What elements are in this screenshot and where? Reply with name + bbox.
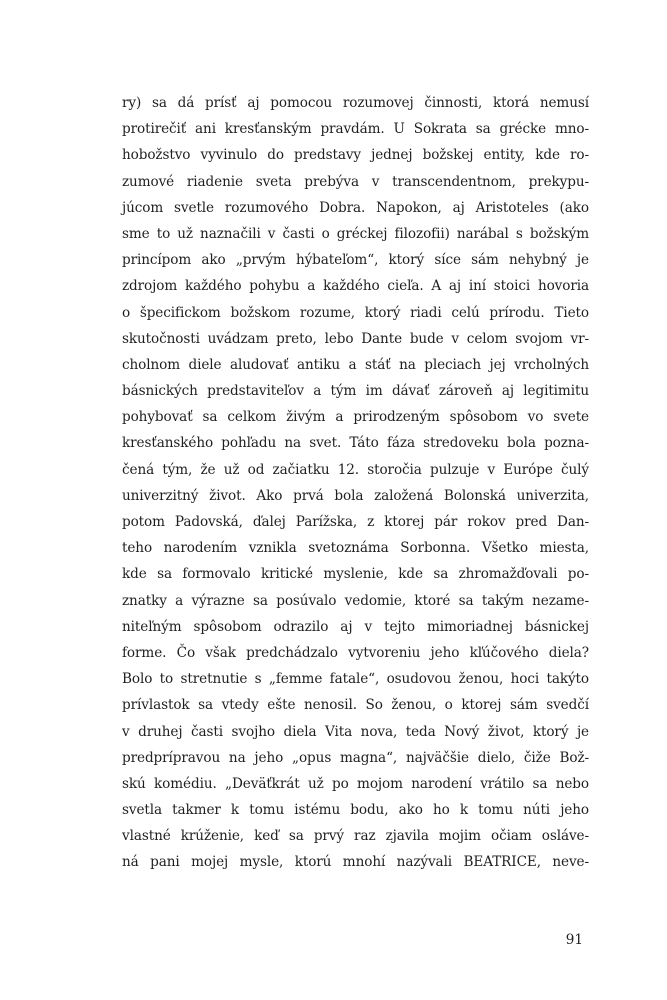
text-line: niteľným spôsobom odrazilo aj v tejto mimoriadnej básnickej	[122, 618, 589, 635]
body-text	[122, 90, 589, 876]
text-line: protirečiť ani kresťanským pravdám. U Sokrata sa grécke mno-	[122, 121, 589, 138]
text-line: predprípravou na jeho „opus magna“, najväčšie dielo, čiže Bož-	[122, 749, 589, 766]
text-line: svetla takmer k tomu istému bodu, ako ho k tomu núti jeho	[122, 802, 589, 819]
text-line: princípom ako „prvým hýbateľom“, ktorý síce sám nehybný je	[122, 252, 589, 269]
text-line: čená tým, že už od začiatku 12. storočia pulzuje v Európe čulý	[122, 461, 589, 478]
text-line: zdrojom každého pohybu a každého cieľa. A aj iní stoici hovoria	[122, 278, 589, 295]
text-line: znatky a výrazne sa posúvalo vedomie, ktoré sa takým nezame-	[122, 592, 589, 609]
text-line: v druhej časti svojho diela Vita nova, teda Nový život, ktorý je	[122, 723, 589, 740]
text-line: cholnom diele aludovať antiku a stáť na pleciach jej vrcholných	[122, 356, 589, 373]
text-line: prívlastok sa vtedy ešte nenosil. So ženou, o ktorej sám svedčí	[122, 697, 589, 714]
text-line: Bolo to stretnutie s „femme fatale“, osudovou ženou, hoci takýto	[122, 671, 589, 688]
text-line: forme. Čo však predchádzalo vytvoreniu jeho kľúčového diela?	[122, 644, 589, 661]
text-line: hobožstvo vyvinulo do predstavy jednej božskej entity, kde ro-	[122, 147, 589, 164]
text-line: kde sa formovalo kritické myslenie, kde sa zhromažďovali po-	[122, 566, 589, 583]
text-line: sme to už naznačili v časti o gréckej filozofii) narábal s božským	[122, 225, 589, 242]
text-line: potom Padovská, ďalej Parížska, z ktorej pár rokov pred Dan-	[122, 514, 589, 530]
text-line: ry) sa dá prísť aj pomocou rozumovej činnosti, ktorá nemusí	[122, 95, 589, 111]
text-line: básnických predstaviteľov a tým im dávať zároveň aj legitimitu	[122, 383, 589, 400]
text-line: teho narodením vznikla svetoznáma Sorbonna. Všetko miesta,	[122, 540, 589, 557]
text-line: skutočnosti uvádzam preto, lebo Dante bude v celom svojom vr-	[122, 330, 589, 347]
text-line: kresťanského pohľadu na svet. Táto fáza stredoveku bola pozna-	[122, 435, 589, 452]
text-line: univerzitný život. Ako prvá bola založená Bolonská univerzita,	[122, 487, 589, 504]
text-line: ná pani mojej mysle, ktorú mnohí nazývali BEATRICE, neve-	[122, 854, 589, 871]
text-line: júcom svetle rozumového Dobra. Napokon, aj Aristoteles (ako	[122, 199, 589, 216]
text-line: zumové riadenie sveta prebýva v transcendentnom, prekypu-	[122, 173, 589, 190]
text-line: pohybovať sa celkom živým a prirodzeným spôsobom vo svete	[122, 409, 589, 426]
page-number: 91	[565, 932, 583, 948]
text-line: o špecifickom božskom rozume, ktorý riadi celú prírodu. Tieto	[122, 304, 589, 321]
text-line: vlastné krúženie, keď sa prvý raz zjavila mojim očiam osláve-	[122, 828, 589, 845]
text-line: skú komédiu. „Deväťkrát už po mojom narodení vrátilo sa nebo	[122, 775, 589, 792]
